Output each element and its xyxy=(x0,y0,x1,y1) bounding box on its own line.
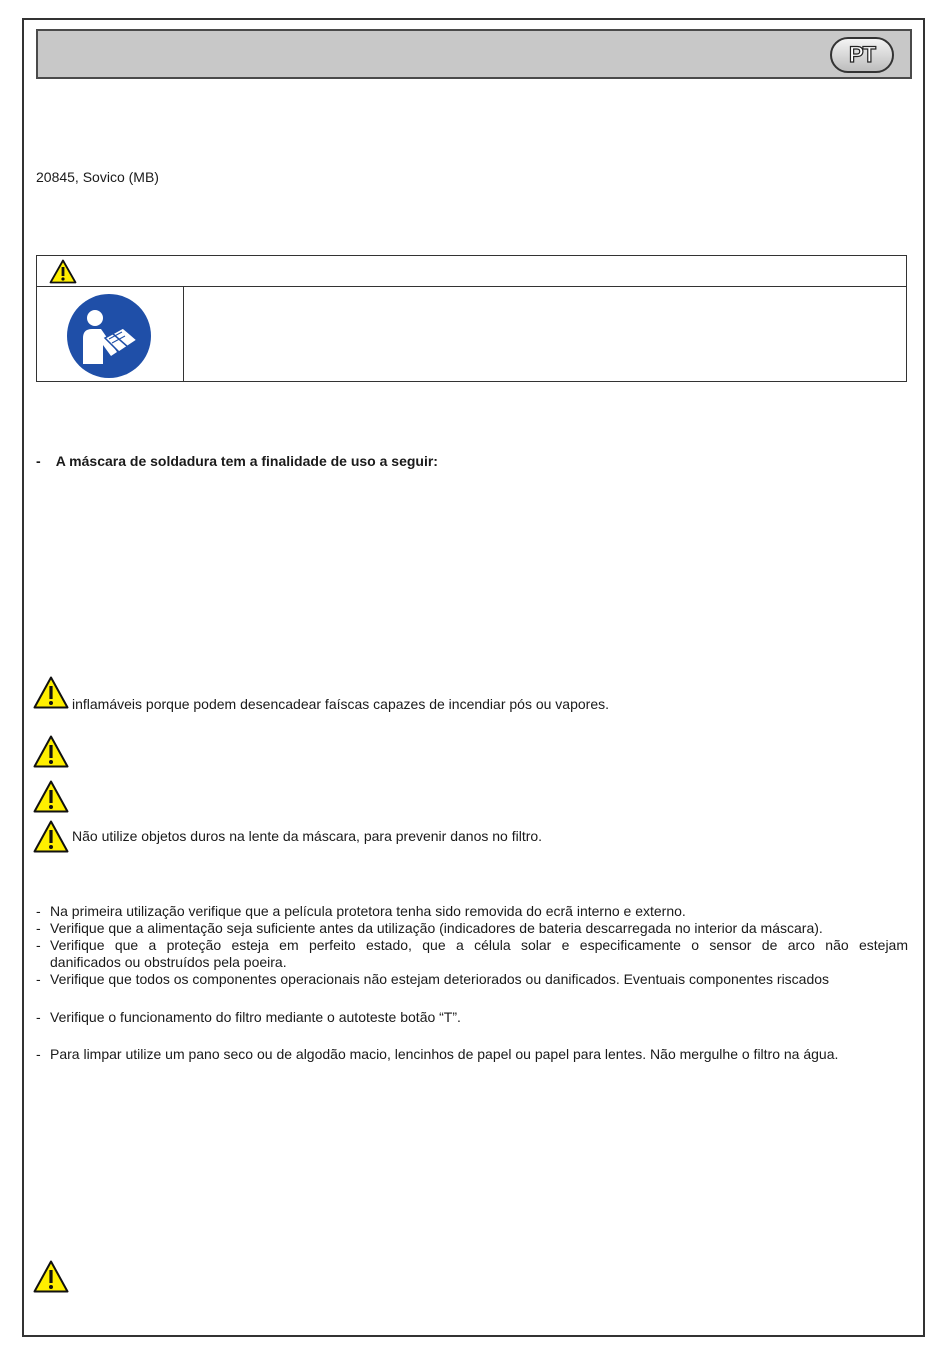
read-manual-icon xyxy=(65,292,153,380)
page-frame xyxy=(22,18,925,1337)
list-item: - Para limpar utilize um pano seco ou de algodão macio, lencinhos de papel ou papel para lentes. Não mergulhe o filtro na água. xyxy=(36,1046,839,1062)
intended-use-heading: - A máscara de soldadura tem a finalidade de uso a seguir: xyxy=(36,453,438,469)
read-manual-warning-box xyxy=(36,255,907,382)
list-item: - Na primeira utilização verifique que a película protetora tenha sido removida do ecrã interno e externo. xyxy=(36,903,686,919)
list-item: - Verifique que todos os componentes operacionais não estejam deteriorados ou danificados. Eventuais componentes riscados xyxy=(36,971,830,987)
language-badge: PT xyxy=(830,37,894,73)
hard-objects-warning-text: Não utilize objetos duros na lente da máscara, para prevenir danos no filtro. xyxy=(72,828,543,844)
list-item: - Verifique que a proteção esteja em perfeito estado, que a célula solar e especificamente o sensor de arco não estejam danificados ou obstruídos pela poeira. xyxy=(36,937,908,970)
flammable-warning-text: inflamáveis porque podem desencadear faíscas capazes de incendiar pós ou vapores. xyxy=(72,696,609,712)
warning-triangle-icon xyxy=(33,820,69,853)
warning-triangle-icon xyxy=(33,735,69,768)
header-bar xyxy=(36,29,912,79)
checks-list xyxy=(36,903,908,1063)
warning-triangle-icon xyxy=(33,676,69,709)
warning-triangle-icon xyxy=(33,780,69,813)
read-manual-icon-cell xyxy=(37,287,184,381)
list-item: - Verifique que a alimentação seja suficiente antes da utilização (indicadores de bateria descarregada no interior da máscara). xyxy=(36,920,823,936)
warning-triangle-icon xyxy=(49,259,77,284)
list-item: - Verifique o funcionamento do filtro mediante o autoteste botão “T”. xyxy=(36,1009,461,1025)
warning-triangle-icon xyxy=(33,1260,69,1293)
warning-box-header-row xyxy=(37,256,906,287)
manufacturer-address: 20845, Sovico (MB) xyxy=(36,169,159,185)
